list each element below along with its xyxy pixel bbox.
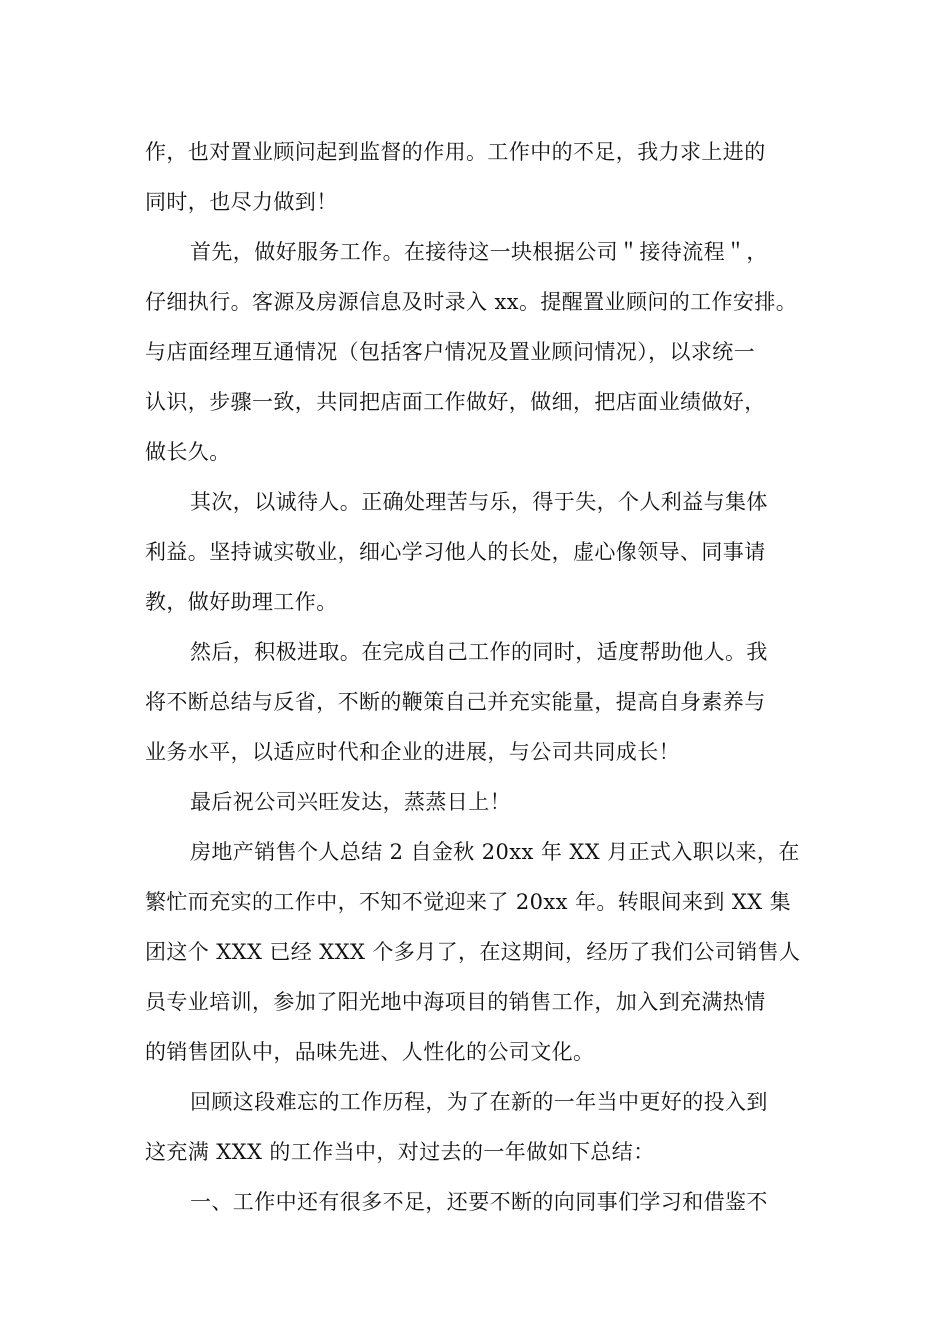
text-line: 的销售团队中，品味先进、人性化的公司文化。	[145, 1040, 595, 1064]
text-line: 与店面经理互通情况（包括客户情况及置业顾问情况），以求统一	[145, 340, 756, 364]
text-line: 利益。坚持诚实敬业，细心学习他人的长处，虚心像领导、同事请	[145, 540, 766, 564]
paragraph-start-line: 首先，做好服务工作。在接待这一块根据公司＂接待流程＂，	[190, 240, 768, 264]
text-line: 做长久。	[145, 440, 231, 464]
text-line: 作，也对置业顾问起到监督的作用。工作中的不足，我力求上进的	[145, 140, 766, 164]
text-line: 业务水平，以适应时代和企业的进展，与公司共同成长！	[145, 740, 680, 764]
text-line: 繁忙而充实的工作中，不知不觉迎来了 20xx 年。转眼间来到 XX 集	[145, 890, 792, 914]
text-line: 员专业培训，参加了阳光地中海项目的销售工作，加入到充满热情	[145, 990, 766, 1014]
text-line: 团这个 XXX 已经 XXX 个多月了，在这期间，经历了我们公司销售人	[145, 940, 801, 964]
text-line: 同时，也尽力做到！	[145, 190, 338, 214]
text-line: 这充满 XXX 的工作当中，对过去的一年做如下总结：	[145, 1140, 655, 1164]
paragraph-start-line: 其次，以诚待人。正确处理苦与乐，得于失，个人利益与集体	[190, 490, 768, 514]
paragraph-start-line: 一、工作中还有很多不足，还要不断的向同事们学习和借鉴不	[190, 1190, 768, 1214]
text-line: 教，做好助理工作。	[145, 590, 338, 614]
paragraph-start-line: 回顾这段难忘的工作历程，为了在新的一年当中更好的投入到	[190, 1090, 768, 1114]
text-line: 仔细执行。客源及房源信息及时录入 xx。提醒置业顾问的工作安排。	[145, 290, 798, 314]
paragraph-start-line: 最后祝公司兴旺发达，蒸蒸日上！	[190, 790, 511, 814]
text-line: 将不断总结与反省，不断的鞭策自己并充实能量，提高自身素养与	[145, 690, 766, 714]
paragraph-start-line: 然后，积极进取。在完成自己工作的同时，适度帮助他人。我	[190, 640, 768, 664]
text-line: 认识，步骤一致，共同把店面工作做好，做细，把店面业绩做好，	[145, 390, 766, 414]
paragraph-start-line: 房地产销售个人总结 2 自金秋 20xx 年 XX 月正式入职以来，在	[190, 840, 800, 864]
